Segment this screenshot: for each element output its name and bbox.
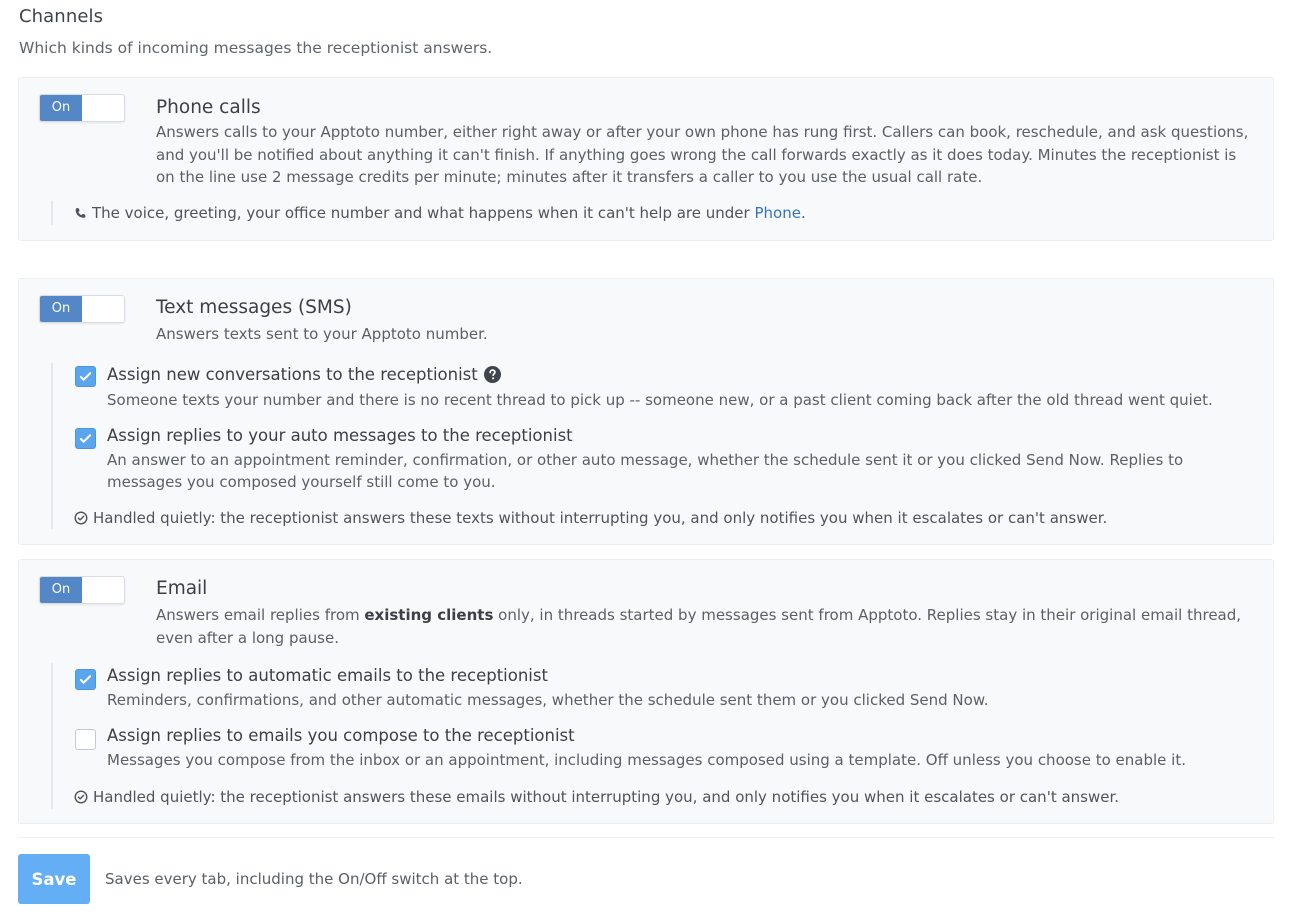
check-circle-icon <box>74 511 88 525</box>
email-composed-replies-checkbox[interactable] <box>75 729 96 750</box>
sms-new-conversations-label-text: Assign new conversations to the receptionist <box>107 365 478 384</box>
phone-calls-title: Phone calls <box>156 97 261 118</box>
email-description-start: Answers email replies from <box>156 606 365 624</box>
email-title: Email <box>156 578 208 599</box>
phone-note-text: The voice, greeting, your office number and what happens when it can't help are under <box>92 204 755 222</box>
toggle-on-label: On <box>40 296 82 322</box>
sms-toggle[interactable] <box>39 295 125 323</box>
email-toggle[interactable] <box>39 576 125 604</box>
email-card <box>18 559 1274 824</box>
toggle-on-label: On <box>40 95 82 121</box>
phone-note-end: . <box>800 204 806 222</box>
check-icon <box>79 370 92 383</box>
email-composed-replies-label: Assign replies to emails you compose to the receptionist <box>107 726 575 745</box>
phone-settings-note <box>74 203 806 223</box>
section-subtitle: Which kinds of incoming messages the receptionist answers. <box>19 39 493 57</box>
email-auto-replies-label: Assign replies to automatic emails to the receptionist <box>107 666 548 685</box>
sms-new-conversations-checkbox[interactable] <box>75 366 96 387</box>
check-circle-icon <box>74 790 88 804</box>
check-icon <box>79 673 92 686</box>
sms-new-conversations-label <box>107 365 501 384</box>
sms-options-divider <box>51 363 1251 529</box>
email-quiet-note <box>74 787 1119 807</box>
sms-new-conversations-description: Someone texts your number and there is no recent thread to pick up -- someone new, or a past client coming back after the old thread went quiet. <box>107 391 1213 409</box>
sms-quiet-note-text: Handled quietly: the receptionist answers these texts without interrupting you, and only notifies you when it escalates or can't answer. <box>93 509 1108 527</box>
toggle-on-label: On <box>40 577 82 603</box>
email-description-bold: existing clients <box>364 606 494 624</box>
section-title: Channels <box>19 6 104 27</box>
email-auto-replies-description: Reminders, confirmations, and other automatic messages, whether the schedule sent them or you clicked Send Now. <box>107 691 989 709</box>
phone-calls-card <box>18 77 1274 241</box>
sms-description: Answers texts sent to your Apptoto number. <box>156 325 488 343</box>
sms-auto-replies-label: Assign replies to your auto messages to the receptionist <box>107 426 573 445</box>
phone-calls-toggle[interactable] <box>39 94 125 122</box>
sms-quiet-note <box>74 508 1107 528</box>
email-auto-replies-checkbox[interactable] <box>75 669 96 690</box>
email-description <box>156 604 1256 649</box>
sms-title: Text messages (SMS) <box>156 297 352 318</box>
email-quiet-note-text: Handled quietly: the receptionist answers these emails without interrupting you, and only notifies you when it escalates or can't answer. <box>93 788 1120 806</box>
email-description-end: only, in threads started by messages sent from Apptoto. Replies stay in their original email thread, even after a long pause. <box>156 606 1246 647</box>
save-note: Saves every tab, including the On/Off switch at the top. <box>105 870 523 888</box>
save-bar <box>18 837 1274 924</box>
check-icon <box>79 432 92 445</box>
sms-auto-replies-description: An answer to an appointment reminder, confirmation, or other auto message, whether the schedule sent it or you clicked Send Now. Replies to messages you composed yourself still come to you. <box>107 451 1184 491</box>
phone-settings-link[interactable]: Phone <box>754 204 801 222</box>
save-button[interactable]: Save <box>18 854 90 904</box>
phone-calls-description: Answers calls to your Apptoto number, either right away or after your own phone has rung first. Callers can book, reschedule, and ask questions, and you'll be notified about anything it can't finish. If anything goes wrong the call forwards exactly as it does today. Minutes the receptionist is on the line use 2 message credits per minute; minutes after it transfers a caller to you use the usual call rate. <box>156 123 1249 186</box>
phone-icon <box>74 207 87 220</box>
email-composed-replies-description: Messages you compose from the inbox or an appointment, including messages composed using a template. Off unless you choose to enable it. <box>107 751 1186 769</box>
question-circle-icon[interactable] <box>484 366 501 383</box>
sms-auto-replies-checkbox[interactable] <box>75 428 96 449</box>
sms-card <box>18 278 1274 545</box>
